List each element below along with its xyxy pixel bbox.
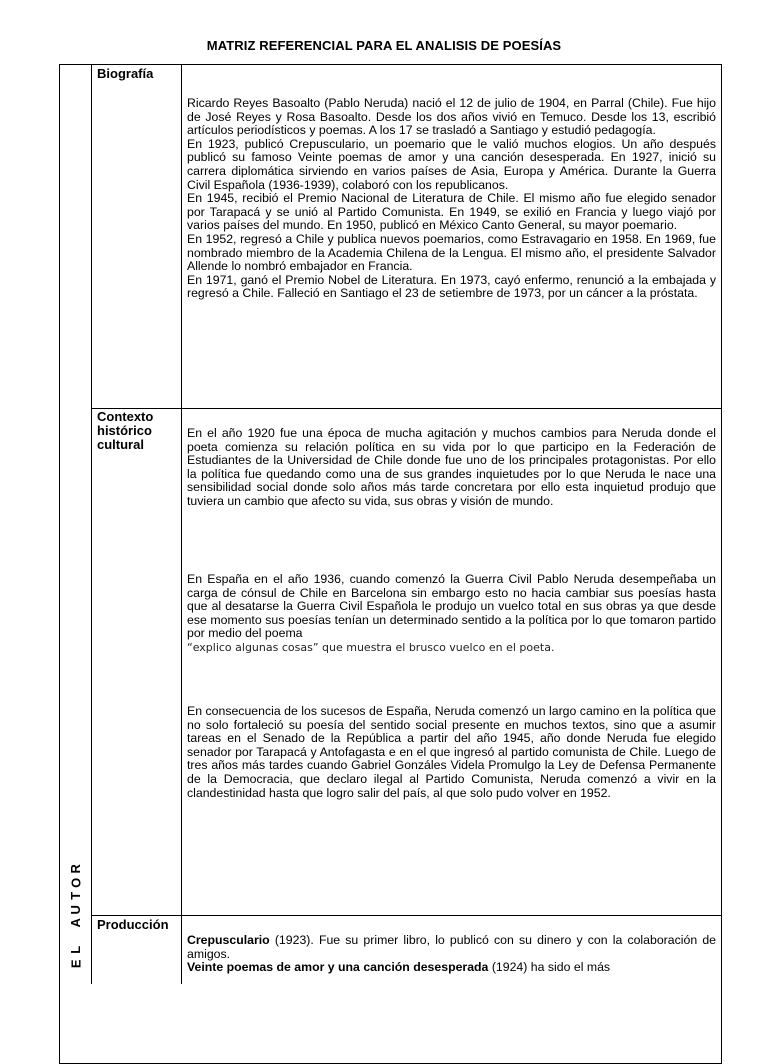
contexto-paragraph-2-tail: “explico algunas cosas” que muestra el brusco vuelco en el poeta.	[187, 640, 555, 654]
row-divider-contexto	[91, 915, 722, 916]
side-letter: T	[68, 891, 84, 900]
row-label-contexto: Contexto histórico cultural	[97, 409, 154, 452]
produccion-item	[187, 961, 716, 975]
page-title: MATRIZ REFERENCIAL PARA EL ANALISIS DE POESÍAS	[206, 38, 562, 53]
produccion-item-text: (1923). Fue su primer libro, lo publicó con su dinero y con la colaboración de amigos.	[187, 933, 716, 961]
contexto-paragraph-1: En el año 1920 fue una época de mucha agitación y muchos cambios para Neruda donde el poeta comienza su relación política en su vida por lo que participo en la Federación de Estudiantes de la Universidad de Chile donde fue uno de los principales protagonistas. Por ello la política fue quedando como una de sus grandes inquietudes por lo que Neruda le nace una sensibilidad social donde solo años más tarde concretara por ello esta inquietud produjo que tuviera un cambio que afecto su vida, sus obras y visión de mundo.	[187, 426, 716, 508]
side-letter: U	[68, 904, 84, 914]
side-letter	[69, 934, 83, 938]
produccion-item-title: Crepusculario	[187, 933, 270, 947]
biografia-paragraph: Ricardo Reyes Basoalto (Pablo Neruda) nació el 12 de julio de 1904, en Parral (Chile). Fue hijo de José Reyes y Rosa Basoalto. Desde los dos años vivió en Temuco. Desde los 13, escribió artículos periodísticos y poemas. A los 17 se trasladó a Santiago y estudió pedagogía.	[187, 96, 716, 138]
biografia-paragraph: En 1923, publicó Crepusculario, un poemario que le valió muchos elogios. Un año después publicó su famoso Veinte poemas de amor y una canción desesperada. En 1927, inició su carrera diplomática sirviendo en varios países de Asia, Europa y América. Durante la Guerra Civil Española (1936-1939), colaboró con los republicanos.	[187, 136, 716, 192]
side-letter: E	[68, 958, 84, 968]
row-divider-biografia	[91, 408, 722, 409]
side-label-el-autor	[61, 862, 91, 984]
produccion-item-text: (1924) ha sido el más	[488, 960, 611, 975]
biografia-paragraph: En 1945, recibió el Premio Nacional de Literatura de Chile. El mismo año fue elegido senador por Tarapacá y se unió al Partido Comunista. En 1949, se exilió en Francia y luego viajó por varios países del mundo. En 1950, publicó en México Canto General, su mayor poemario.	[187, 191, 716, 233]
row-label-biografia: Biografía	[97, 66, 154, 81]
contexto-paragraph-3: En consecuencia de los sucesos de España, Neruda comenzó un largo camino en la política que no solo fortaleció su poesía del sentido social presente en muchos textos, sino que a asumir tareas en el Senado de la República a partir del año 1945, año donde Neruda fue elegido senador por Tarapacá y Antofagasta e en el que ingresó al partido comunista de Chile. Luego de tres años más tardes cuando Gabriel Gonzáles Videla Promulgo la Ley de Defensa Permanente de la Democracia, que declaro ilegal al Partido Comunista, Neruda comenzó a vivir en la clandestinidad hasta que logro salir del país, al que solo pudo volver en 1952.	[187, 704, 716, 800]
produccion-content	[187, 934, 716, 975]
produccion-item	[187, 934, 716, 961]
side-letter: L	[68, 945, 84, 954]
contexto-content	[187, 427, 716, 509]
contexto-content-2	[187, 573, 716, 655]
biografia-content	[187, 97, 716, 301]
contexto-paragraph-2: En España en el año 1936, cuando comenzó la Guerra Civil Pablo Neruda desempeñaba un carga de cónsul de Chile en Barcelona sin embargo esto no hacia cambiar sus poesías hasta que al desatarse la Guerra Civil Española le produjo un vuelco total en sus obras ya que desde ese momento sus poesías tenían un determinado sentido a la política por lo que tomaron partido por medio del poema	[187, 572, 716, 641]
row-label-produccion: Producción	[97, 917, 169, 932]
column-divider-label	[181, 64, 182, 984]
produccion-item-title: Veinte poemas de amor y una canción desesperada	[187, 960, 489, 975]
contexto-content-3	[187, 705, 716, 800]
side-letter: R	[68, 864, 84, 874]
side-letter: O	[68, 877, 84, 888]
biografia-paragraph: En 1971, ganó el Premio Nobel de Literatura. En 1973, cayó enfermo, renunció a la embajada y regresó a Chile. Falleció en Santiago el 23 de setiembre de 1973, por un cáncer a la próstata.	[187, 272, 716, 301]
biografia-paragraph: En 1952, regresó a Chile y publica nuevos poemarios, como Estravagario en 1958. En 1969, fue nombrado miembro de la Academia Chilena de la Lengua. El mismo año, el presidente Salvador Allende lo nombró embajador en Francia.	[187, 231, 716, 274]
side-letter: A	[68, 918, 84, 928]
column-divider-side	[91, 64, 92, 984]
